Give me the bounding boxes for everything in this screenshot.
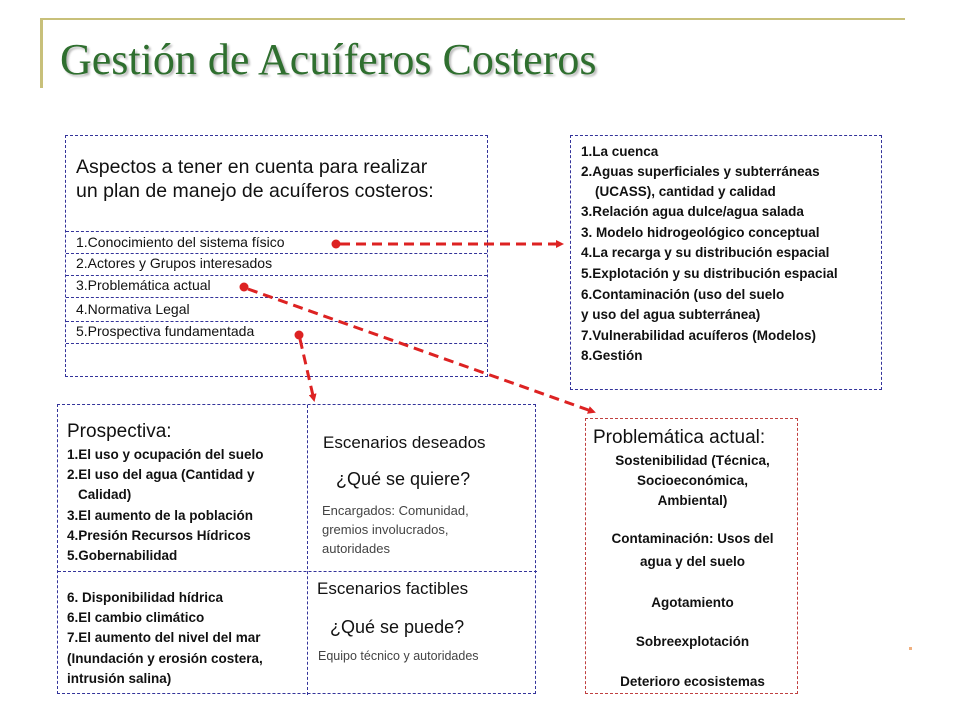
aspects-item-3: 3.Problemática actual bbox=[76, 277, 211, 293]
physical-line-7: 5.Explotación y su distribución espacial bbox=[581, 266, 838, 281]
aspects-item-5: 5.Prospectiva fundamentada bbox=[76, 323, 255, 339]
decorative-dot bbox=[909, 647, 912, 650]
scenario-desired-question: ¿Qué se quiere? bbox=[336, 469, 471, 489]
scenario-desired-note-2: gremios involucrados, bbox=[322, 522, 449, 537]
slide-title: Gestión de Acuíferos Costeros bbox=[60, 35, 597, 84]
prospectiva-item-1: 1.El uso y ocupación del suelo bbox=[67, 447, 264, 462]
aspects-heading-line-1: Aspectos a tener en cuenta para realizar bbox=[76, 156, 428, 178]
problematica-line-8: Deterioro ecosistemas bbox=[620, 674, 765, 689]
prospectiva-item-7-cont-1: (Inundación y erosión costera, bbox=[67, 651, 263, 666]
prospectiva-item-5: 5.Gobernabilidad bbox=[67, 548, 178, 563]
physical-line-1: 1.La cuenca bbox=[581, 144, 659, 159]
physical-line-4: 3.Relación agua dulce/agua salada bbox=[581, 204, 804, 219]
physical-line-8: 6.Contaminación (uso del suelo bbox=[581, 287, 785, 302]
problematica-line-5: agua y del suelo bbox=[639, 554, 746, 569]
scenario-feasible-heading: Escenarios factibles bbox=[317, 579, 469, 598]
problematica-line-3: Ambiental) bbox=[657, 493, 728, 508]
problematica-line-1: Sostenibilidad (Técnica, bbox=[615, 453, 770, 468]
aspects-item-4: 4.Normativa Legal bbox=[76, 301, 190, 317]
physical-line-11: 8.Gestión bbox=[581, 348, 643, 363]
prospectiva-item-4: 4.Presión Recursos Hídricos bbox=[67, 528, 251, 543]
physical-line-3: (UCASS), cantidad y calidad bbox=[595, 184, 776, 199]
scenario-feasible-note: Equipo técnico y autoridades bbox=[318, 649, 479, 663]
problematica-line-7: Sobreexplotación bbox=[635, 634, 750, 649]
physical-line-2: 2.Aguas superficiales y subterráneas bbox=[581, 164, 820, 179]
prospectiva-item-2: 2.El uso del agua (Cantidad y bbox=[67, 467, 255, 482]
physical-line-10: 7.Vulnerabilidad acuíferos (Modelos) bbox=[581, 328, 817, 343]
prospectiva-item-3: 3.El aumento de la población bbox=[67, 508, 254, 523]
problematica-heading: Problemática actual: bbox=[593, 427, 766, 448]
arrow-physical-system bbox=[332, 240, 563, 249]
problematica-line-2: Socioeconómica, bbox=[636, 473, 749, 488]
scenario-desired-note-3: autoridades bbox=[322, 541, 390, 556]
aspects-item-1: 1.Conocimiento del sistema físico bbox=[76, 234, 285, 250]
scenario-desired-note-1: Encargados: Comunidad, bbox=[322, 503, 469, 518]
aspects-item-2: 2.Actores y Grupos interesados bbox=[76, 255, 273, 271]
problematica-line-4: Contaminación: Usos del bbox=[611, 531, 774, 546]
arrow-prospectiva bbox=[295, 331, 315, 401]
problematica-line-6: Agotamiento bbox=[651, 595, 734, 610]
prospectiva-item-6: 6. Disponibilidad hídrica bbox=[67, 590, 224, 605]
scenario-feasible-question: ¿Qué se puede? bbox=[330, 617, 465, 637]
physical-line-5: 3. Modelo hidrogeológico conceptual bbox=[581, 225, 820, 240]
physical-line-9: y uso del agua subterránea) bbox=[581, 307, 761, 322]
physical-line-6: 4.La recarga y su distribución espacial bbox=[581, 245, 830, 260]
prospectiva-item-7-cont-2: intrusión salina) bbox=[67, 671, 172, 686]
prospectiva-item-7: 7.El aumento del nivel del mar bbox=[67, 630, 261, 645]
arrow-problematica bbox=[240, 283, 595, 413]
prospectiva-item-2-cont: Calidad) bbox=[78, 487, 132, 502]
prospectiva-heading: Prospectiva: bbox=[67, 421, 172, 442]
prospectiva-item-6b: 6.El cambio climático bbox=[67, 610, 205, 625]
aspects-heading-line-2: un plan de manejo de acuíferos costeros: bbox=[76, 180, 434, 202]
scenario-desired-heading: Escenarios deseados bbox=[323, 433, 486, 452]
